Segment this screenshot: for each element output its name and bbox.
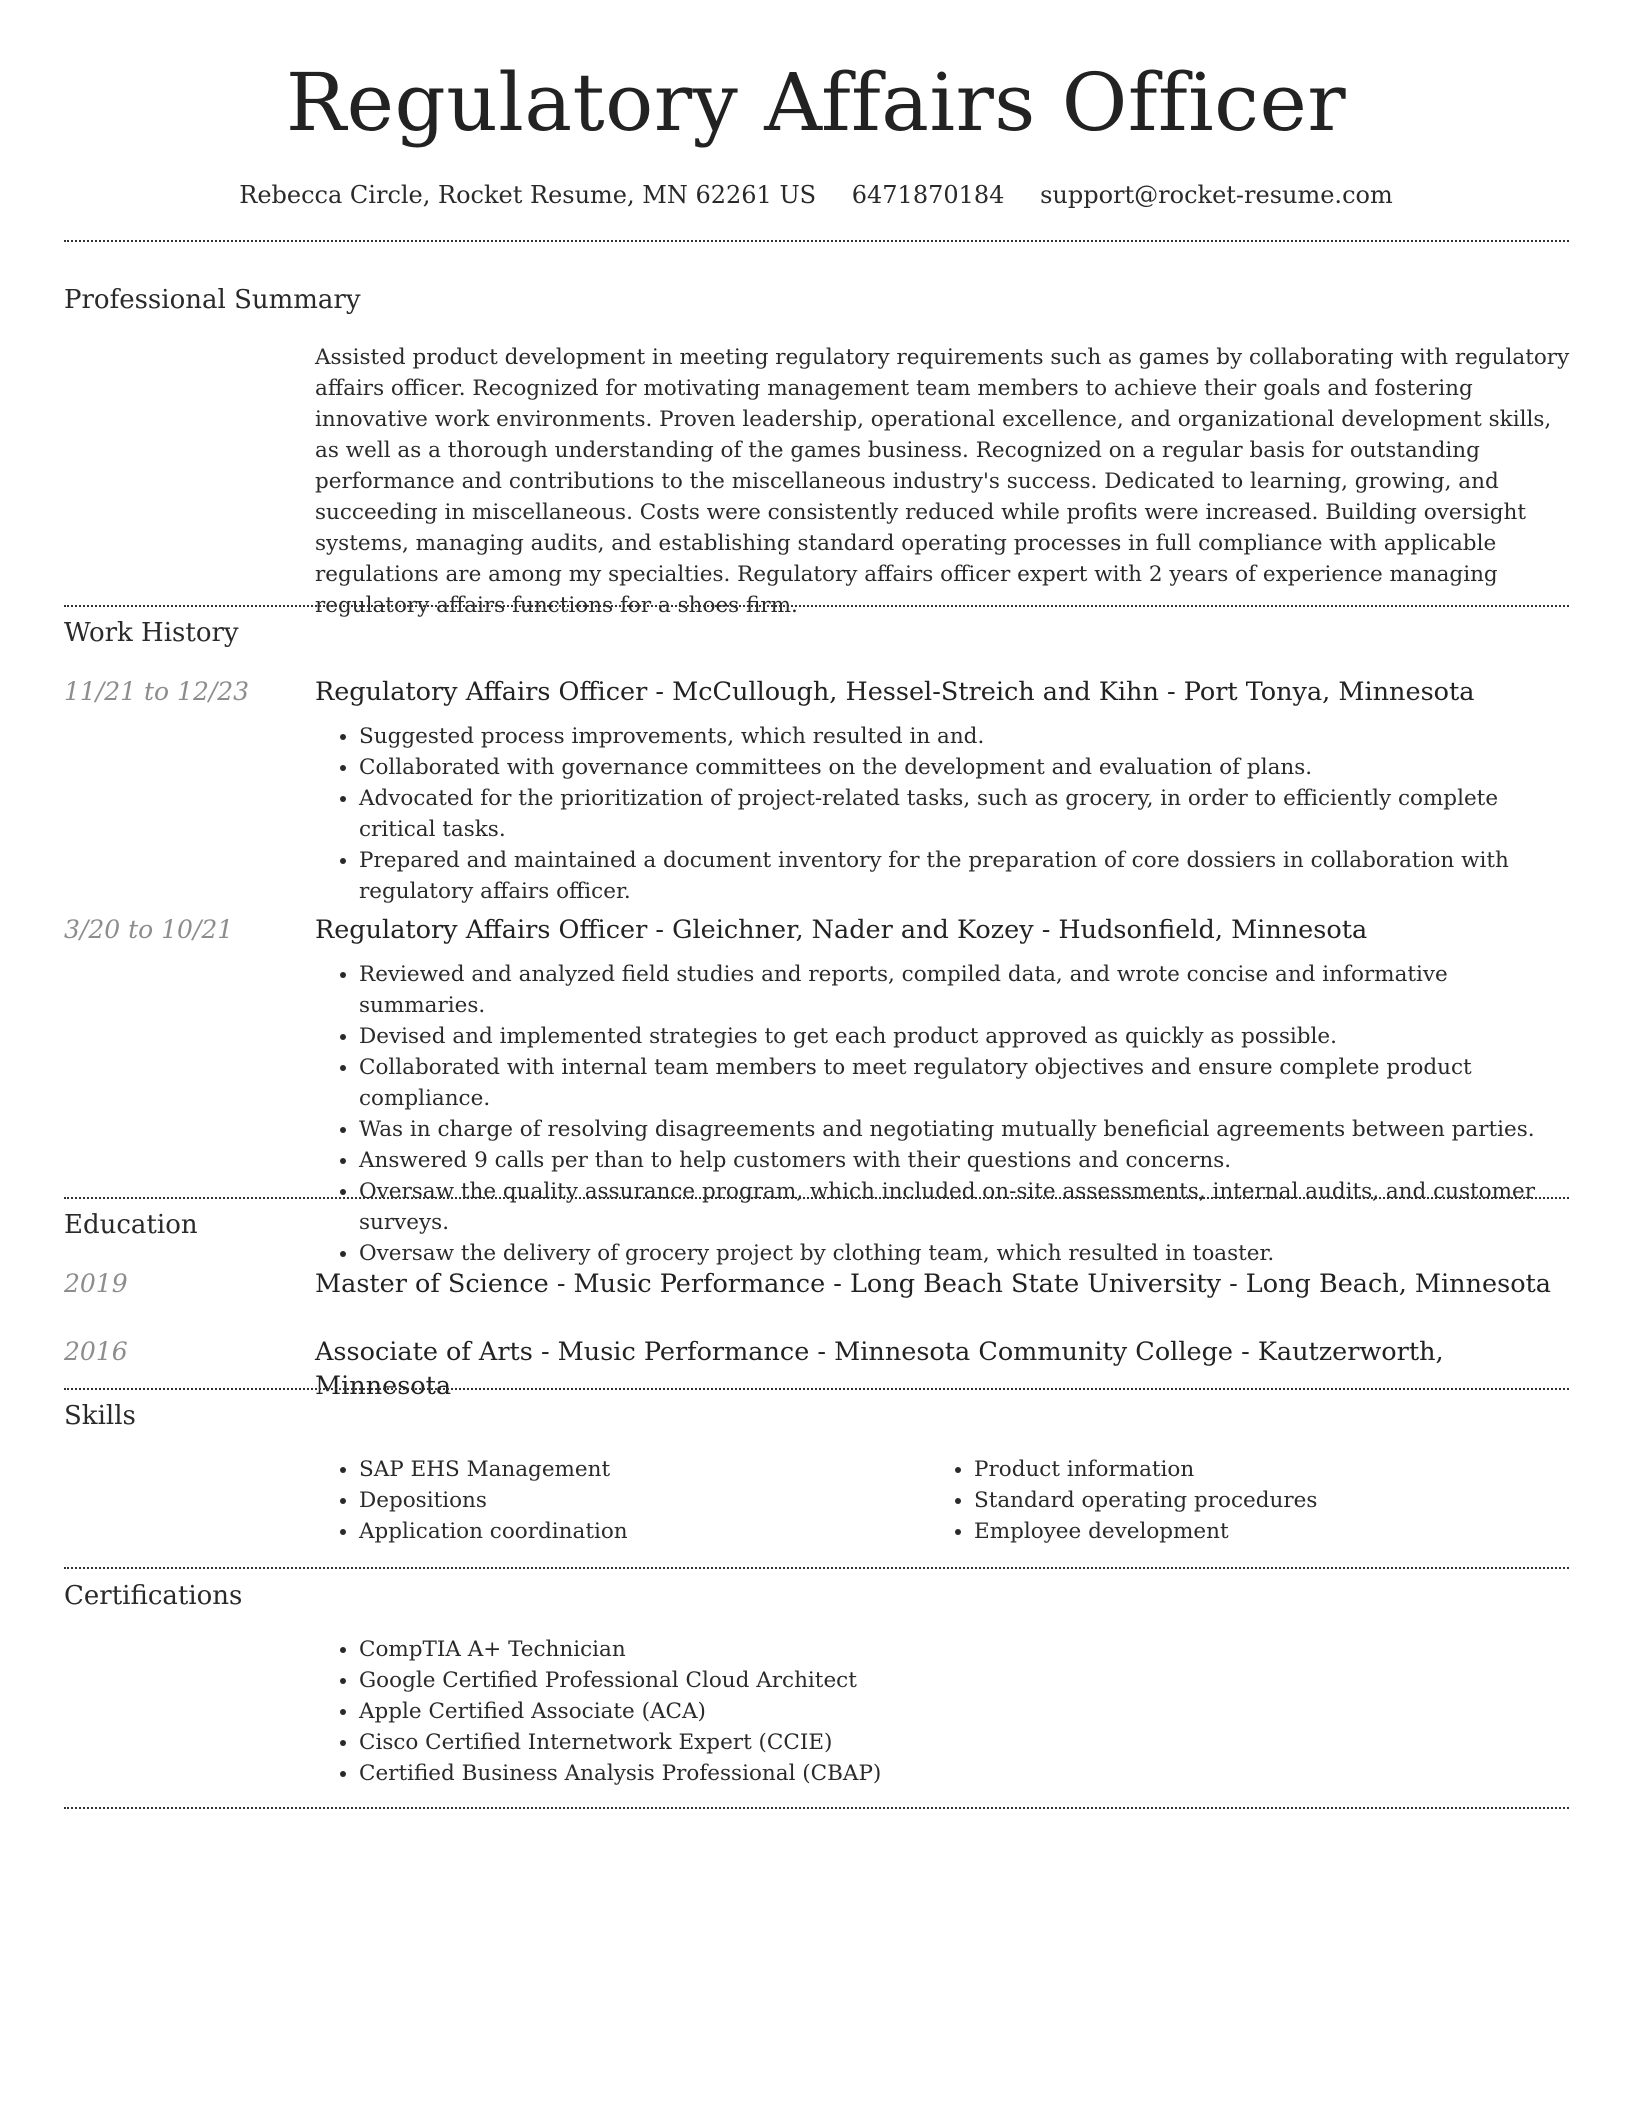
list-item: • Application coordination (359, 1516, 915, 1547)
section-title-skills: Skills (64, 1401, 136, 1431)
contact-email: support@rocket-resume.com (1040, 181, 1393, 209)
contact-address: Rebecca Circle, Rocket Resume, MN 62261 US (239, 181, 817, 209)
education-heading: Master of Science - Music Performance - Long Beach State University - Long Beach, Minnesota (315, 1269, 1551, 1299)
list-item: • Devised and implemented strategies to get each product approved as quickly as possible. (359, 1021, 1570, 1052)
section-title-certifications: Certifications (64, 1581, 243, 1611)
list-item: • Suggested process improvements, which resulted in and. (359, 721, 1570, 752)
contact-line (0, 178, 1632, 212)
list-item: • Cisco Certified Internetwork Expert (CCIE) (359, 1727, 1570, 1758)
job-heading: Regulatory Affairs Officer - Gleichner, Nader and Kozey - Hudsonfield, Minnesota (315, 915, 1368, 945)
job-dates: 11/21 to 12/23 (64, 677, 250, 706)
job-bullets (315, 959, 1570, 1269)
list-item: • CompTIA A+ Technician (359, 1634, 1570, 1665)
certifications-block (315, 1634, 1570, 1789)
list-item: • Apple Certified Associate (ACA) (359, 1696, 1570, 1727)
resume-name: Regulatory Affairs Officer (285, 56, 1347, 149)
list-item: • Google Certified Professional Cloud Architect (359, 1665, 1570, 1696)
list-item: • Oversaw the quality assurance program, which included on-site assessments, internal audits, and customer surveys. (359, 1176, 1570, 1238)
list-item: • Advocated for the prioritization of project-related tasks, such as grocery, in order to efficiently complete critical tasks. (359, 783, 1570, 845)
job-heading: Regulatory Affairs Officer - McCullough, Hessel-Streich and Kihn - Port Tonya, Minnesota (315, 677, 1475, 707)
skills-left-column (315, 1454, 915, 1547)
list-item: • Employee development (974, 1516, 1530, 1547)
divider (64, 605, 1569, 607)
list-item: • Answered 9 calls per than to help customers with their questions and concerns. (359, 1145, 1570, 1176)
list-item: • Reviewed and analyzed field studies and reports, compiled data, and wrote concise and informative summaries. (359, 959, 1570, 1021)
list-item: • Depositions (359, 1485, 915, 1516)
list-item: • Standard operating procedures (974, 1485, 1530, 1516)
section-title-work: Work History (64, 618, 239, 648)
education-entry (315, 1267, 1570, 1301)
job-entry (315, 913, 1570, 1269)
education-year: 2016 (64, 1337, 128, 1366)
divider (64, 1388, 1569, 1390)
divider (64, 240, 1569, 242)
divider (64, 1807, 1569, 1809)
list-item: • Prepared and maintained a document inventory for the preparation of core dossiers in collaboration with regulatory affairs officer. (359, 845, 1570, 907)
list-item: • Collaborated with internal team members to meet regulatory objectives and ensure complete product compliance. (359, 1052, 1570, 1114)
job-dates: 3/20 to 10/21 (64, 915, 234, 944)
summary-block (315, 342, 1570, 621)
divider (64, 1197, 1569, 1199)
divider (64, 1567, 1569, 1569)
job-bullets (315, 721, 1570, 907)
section-title-summary: Professional Summary (64, 285, 361, 315)
contact-phone: 6471870184 (851, 181, 1005, 209)
list-item: • Certified Business Analysis Professional (CBAP) (359, 1758, 1570, 1789)
list-item: • Collaborated with governance committees on the development and evaluation of plans. (359, 752, 1570, 783)
list-item: • SAP EHS Management (359, 1454, 915, 1485)
summary-text: Assisted product development in meeting regulatory requirements such as games by collaborating with regulatory affairs officer. Recognized for motivating management team members to achieve their goals and fostering innovative work environments. Proven leadership, operational excellence, and organizational development skills, as well as a thorough understanding of the games business. Recognized on a regular basis for outstanding performance and contributions to the miscellaneous industry's success. Dedicated to learning, growing, and succeeding in miscellaneous. Costs were consistently reduced while profits were increased. Building oversight systems, managing audits, and establishing standard operating processes in full compliance with applicable regulations are among my specialties. Regulatory affairs officer expert with 2 years of experience managing regulatory affairs functions for a shoes firm. (315, 345, 1570, 618)
education-heading: Associate of Arts - Music Performance - Minnesota Community College - Kautzerworth, Minnesota (315, 1337, 1444, 1401)
skills-list (930, 1454, 1530, 1547)
list-item: • Product information (974, 1454, 1530, 1485)
list-item: • Was in charge of resolving disagreements and negotiating mutually beneficial agreements between parties. (359, 1114, 1570, 1145)
education-entry (315, 1335, 1570, 1403)
education-year: 2019 (64, 1269, 128, 1298)
section-title-education: Education (64, 1210, 198, 1240)
job-entry (315, 675, 1570, 907)
skills-right-column (930, 1454, 1530, 1547)
certifications-list (315, 1634, 1570, 1789)
skills-list (315, 1454, 915, 1547)
list-item: • Oversaw the delivery of grocery project by clothing team, which resulted in toaster. (359, 1238, 1570, 1269)
